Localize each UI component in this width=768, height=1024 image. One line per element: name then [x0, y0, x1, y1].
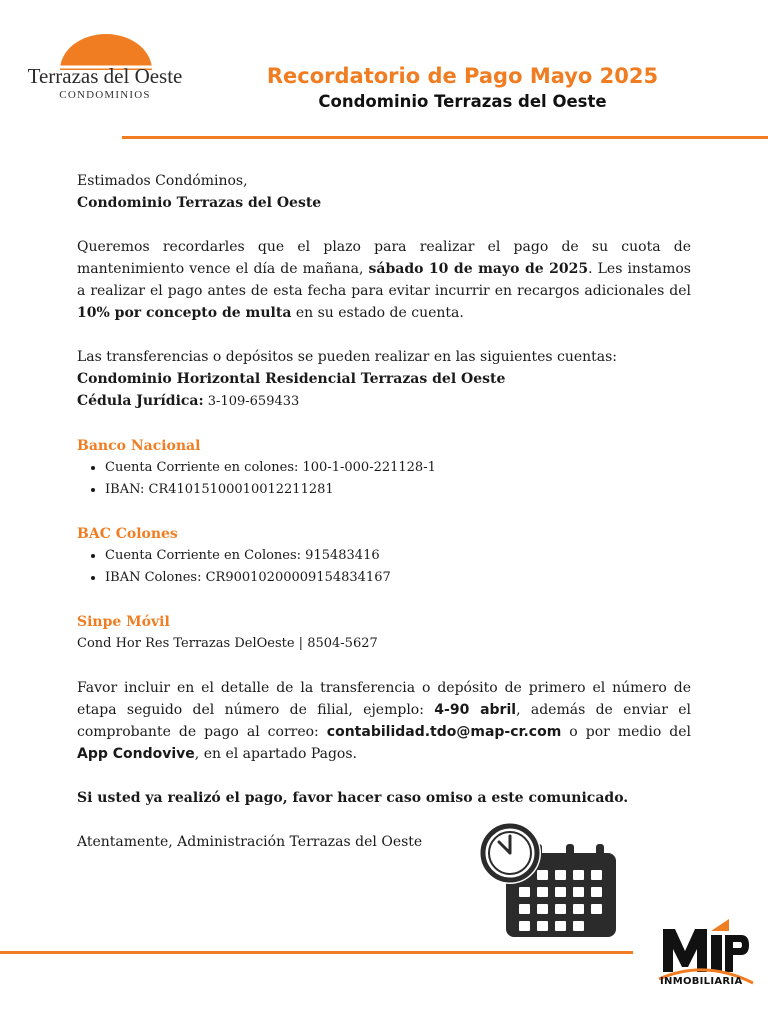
logo-subtitle: CONDOMINIOS — [59, 89, 151, 101]
page-subtitle: Condominio Terrazas del Oeste — [318, 92, 607, 111]
logo-name: Terrazas del Oeste — [27, 64, 183, 88]
bank-account-list — [77, 457, 691, 501]
list-item: • IBAN Colones: CR90010200009154834167 — [105, 567, 691, 589]
terrazas-logo — [20, 34, 190, 104]
fine-note: 10% por concepto de multa — [77, 305, 292, 321]
greeting-recipient: Condominio Terrazas del Oeste — [77, 195, 322, 211]
accounts-intro: Las transferencias o depósitos se pueden realizar en las siguientes cuentas: — [77, 349, 618, 365]
sinpe-heading: Sinpe Móvil — [77, 614, 170, 630]
greeting-line: Estimados Condóminos, — [77, 173, 248, 189]
bank-name: BAC Colones — [77, 526, 178, 542]
instructions-paragraph: Favor incluir en el detalle de la transferencia o depósito de primero el número de etapa seguido del número de filial, ejemplo: 4-90 abril, además de enviar el comprobante de pago al correo: contabilidad.tdo@map-cr.com o por medio del App Condovive, en el apartado Pagos. — [77, 680, 692, 762]
example-code: 4-90 abril — [434, 702, 517, 718]
bank-account-list — [77, 545, 691, 589]
ignore-note: Si usted ya realizó el pago, favor hacer caso omiso a este comunicado. — [77, 790, 629, 806]
due-date: sábado 10 de mayo de 2025 — [368, 261, 589, 277]
email-link[interactable]: contabilidad.tdo@map-cr.com — [326, 724, 562, 740]
signoff: Atentamente, Administración Terrazas del Oeste — [77, 834, 423, 850]
list-item: • IBAN: CR41015100010012211281 — [105, 479, 691, 501]
map-logo-text: INMOBILIARIA — [660, 976, 743, 987]
legal-id: Cédula Jurídica: 3-109-659433 — [77, 393, 300, 409]
sinpe-line: Cond Hor Res Terrazas DelOeste | 8504-5627 — [77, 636, 378, 651]
app-name: App Condovive — [77, 746, 195, 762]
list-item: • Cuenta Corriente en Colones: 915483416 — [105, 545, 691, 567]
bank-name: Banco Nacional — [77, 438, 201, 454]
letter-body — [77, 170, 691, 853]
list-item: • Cuenta Corriente en colones: 100-1-000-221128-1 — [105, 457, 691, 479]
footer-divider — [0, 951, 633, 954]
reminder-paragraph: Queremos recordarles que el plazo para realizar el pago de su cuota de mantenimiento vence el día de mañana, sábado 10 de mayo de 2025. Les instamos a realizar el pago antes de esta fecha para evitar incurrir en recargos adicionales del 10% por concepto de multa en su estado de cuenta. — [77, 239, 691, 321]
page-title: Recordatorio de Pago Mayo 2025 — [266, 64, 659, 88]
calendar-clock-icon — [476, 820, 621, 940]
account-holder: Condominio Horizontal Residencial Terrazas del Oeste — [77, 371, 506, 387]
header-divider — [122, 136, 768, 139]
